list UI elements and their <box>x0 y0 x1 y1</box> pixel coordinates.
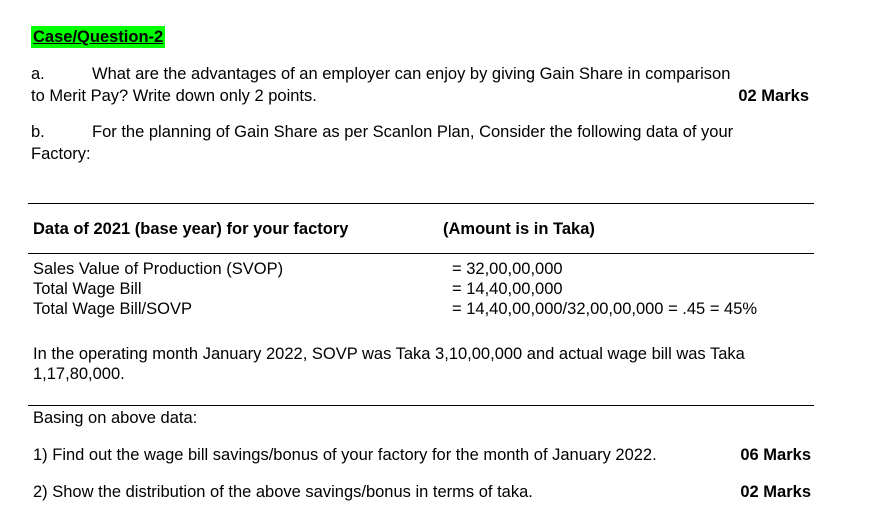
table-row-label: Total Wage Bill/SOVP <box>33 300 192 318</box>
table-row-value: = 14,40,00,000/32,00,00,000 = .45 = 45% <box>452 300 758 318</box>
case-heading: Case/Question-2 <box>33 28 164 46</box>
part-b-line2: Factory: <box>31 145 91 163</box>
table-header-right: (Amount is in Taka) <box>443 220 595 238</box>
part-a-line1: What are the advantages of an employer can enjoy by giving Gain Share in comparison <box>92 65 731 83</box>
table-top-rule <box>28 203 814 204</box>
part-b-line1: For the planning of Gain Share as per Scanlon Plan, Consider the following data of your <box>92 123 734 141</box>
question-2-marks: 02 Marks <box>740 483 811 501</box>
part-b-label: b. <box>31 123 45 141</box>
part-a-label: a. <box>31 65 45 83</box>
table-row-label: Sales Value of Production (SVOP) <box>33 260 284 278</box>
operating-line1: In the operating month January 2022, SOVP was Taka 3,10,00,000 and actual wage bill was Taka <box>33 345 745 363</box>
table-row-value: = 32,00,00,000 <box>452 260 563 278</box>
question-1-text: 1) Find out the wage bill savings/bonus of your factory for the month of January 2022. <box>33 446 657 464</box>
part-a-marks: 02 Marks <box>738 87 809 105</box>
question-1-marks: 06 Marks <box>740 446 811 464</box>
table-header-rule <box>28 253 814 254</box>
question-2-text: 2) Show the distribution of the above savings/bonus in terms of taka. <box>33 483 533 501</box>
table-header-left: Data of 2021 (base year) for your factory <box>33 220 349 238</box>
table-row-value: = 14,40,00,000 <box>452 280 563 298</box>
operating-line2: 1,17,80,000. <box>33 365 125 383</box>
basing-top-rule <box>28 405 814 406</box>
table-row-label: Total Wage Bill <box>33 280 142 298</box>
basing-text: Basing on above data: <box>33 409 198 427</box>
part-a-line2: to Merit Pay? Write down only 2 points. <box>31 87 317 105</box>
